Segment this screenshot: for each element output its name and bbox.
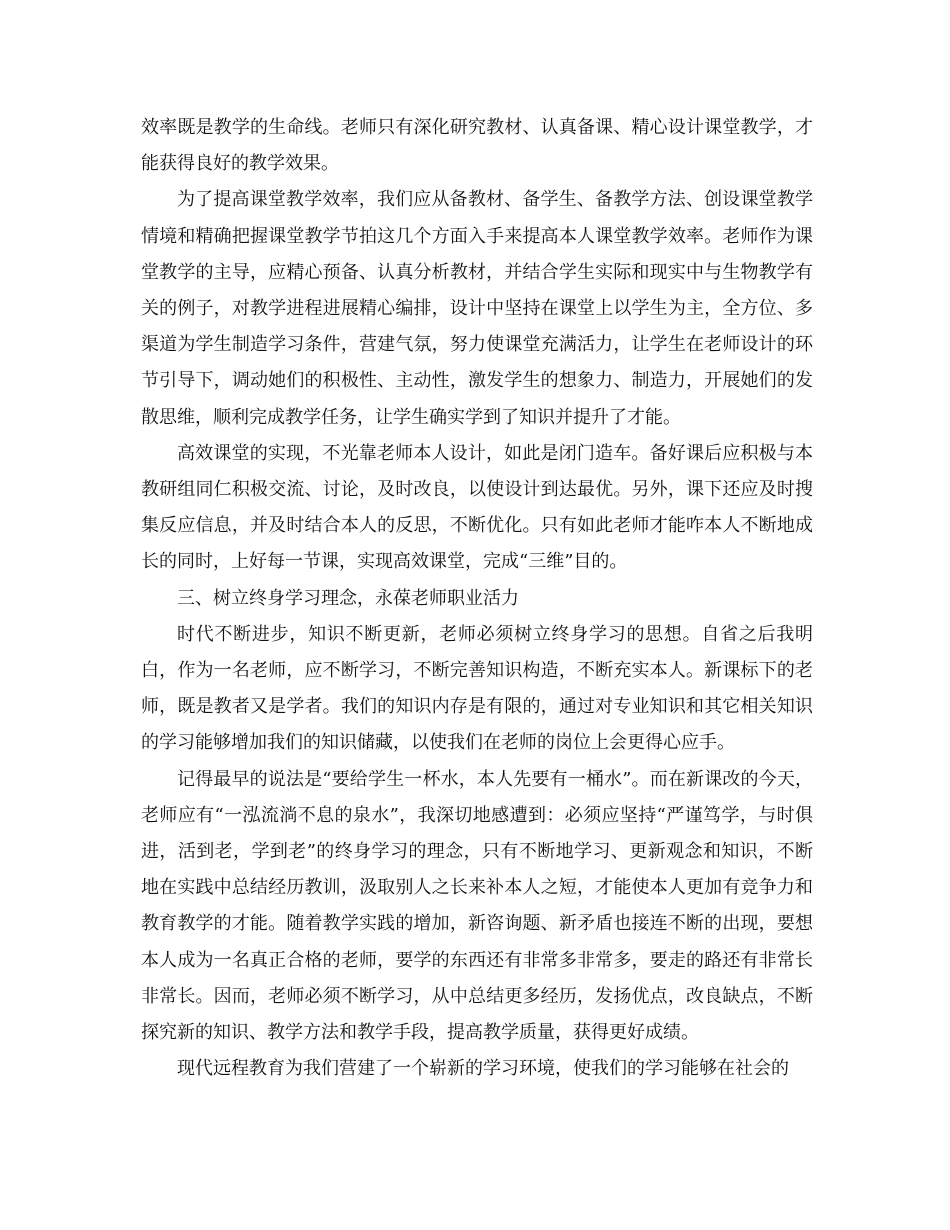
paragraph-1: 效率既是教学的生命线。老师只有深化研究教材、认真备课、精心设计课堂教学，才能获得良好的教学效果。 <box>141 117 813 175</box>
paragraph-2: 为了提高课堂教学效率，我们应从备教材、备学生、备教学方法、创设课堂教学情境和精确把握课堂教学节拍这几个方面入手来提高本人课堂教学效率。老师作为课堂教学的主导，应精心预备、认真分析教材，并结合学生实际和现实中与生物教学有关的例子，对教学进程进展精心编排，设计中坚持在课堂上以学生为主，全方位、多渠道为学生制造学习条件，营建气氛，努力使课堂充满活力，让学生在老师设计的环节引导下，调动她们的积极性、主动性，激发学生的想象力、制造力，开展她们的发散思维，顺利完成教学任务，让学生确实学到了知识并提升了才能。 <box>141 189 813 428</box>
section-heading: 三、树立终身学习理念，永葆老师职业活力 <box>177 587 519 609</box>
paragraph-5: 记得最早的说法是“要给学生一杯水，本人先要有一桶水”。而在新课改的今天，老师应有“一泓流淌不息的泉水”，我深切地感遭到：必须应坚持“严谨笃学，与时俱进，活到老，学到老”的终身学习的理念，只有不断地学习、更新观念和知识，不断地在实践中总结经历教训，汲取别人之长来补本人之短，才能使本人更加有竞争力和教育教学的才能。随着教学实践的增加，新咨询题、新矛盾也接连不断的出现，要想本人成为一名真正合格的老师，要学的东西还有非常多非常多，要走的路还有非常长非常长。因而，老师必须不断学习，从中总结更多经历，发扬优点，改良缺点，不断探究新的知识、教学方法和教学手段，提高教学质量，获得更好成绩。 <box>141 768 813 1044</box>
paragraph-3: 高效课堂的实现，不光靠老师本人设计，如此是闭门造车。备好课后应积极与本教研组同仁积极交流、讨论，及时改良，以使设计到达最优。另外，课下还应及时搜集反应信息，并及时结合本人的反思，不断优化。只有如此老师才能咋本人不断地成长的同时，上好每一节课，实现高效课堂，完成“三维”目的。 <box>141 442 813 573</box>
document-body <box>141 110 813 1087</box>
paragraph-4: 时代不断进步，知识不断更新，老师必须树立终身学习的思想。自省之后我明白，作为一名老师，应不断学习，不断完善知识构造，不断充实本人。新课标下的老师，既是教者又是学者。我们的知识内存是有限的，通过对专业知识和其它相关知识的学习能够增加我们的知识储藏，以使我们在老师的岗位上会更得心应手。 <box>141 623 813 754</box>
paragraph-6: 现代远程教育为我们营建了一个崭新的学习环境，使我们的学习能够在社会的 <box>177 1058 789 1080</box>
